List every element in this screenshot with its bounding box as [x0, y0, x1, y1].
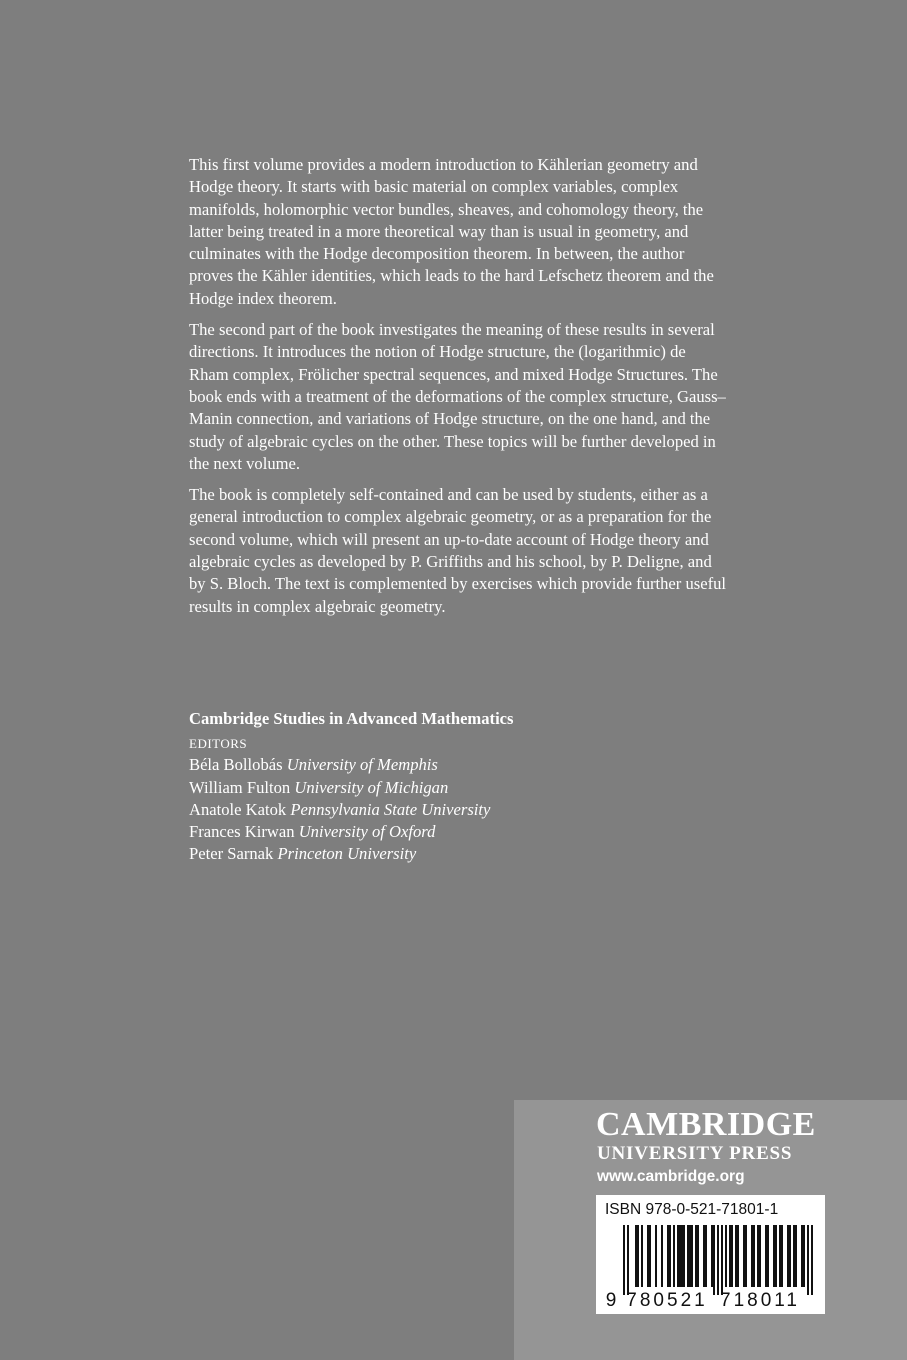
editor-affiliation: University of Memphis [286, 755, 438, 775]
barcode-bar [795, 1225, 797, 1287]
editors-label: EDITORS [189, 736, 248, 752]
series-title: Cambridge Studies in Advanced Mathematics [189, 709, 514, 728]
blurb-paragraph-2: The second part of the book investigates the meaning of these results in several directions. It introduces the notion of Hodge structure, the (logarithmic) de Rham complex, Frölicher spectral sequences, and mixed Hodge Structures. The book ends with a treatment of the deformations of the complex structure, Gauss–Manin connection, and variations of Hodge structure, on the one hand, and the study of algebraic cycles on the other. These topics will be further developed in the next volume. [189, 320, 726, 473]
blurb-paragraph-1: This first volume provides a modern introduction to Kählerian geometry and Hodge theory. It starts with basic material on complex variables, complex manifolds, holomorphic vector bundles, sheaves, and cohomology theory, the latter being treated in a more theoretical way than is usual in geometry, and culminates with the Hodge decomposition theorem. In between, the author proves the Kähler identities, which leads to the hard Lefschetz theorem and the Hodge index theorem. [189, 155, 714, 308]
editor-name: William Fulton [189, 777, 291, 797]
editor-name: Anatole Katok [189, 799, 287, 819]
barcode-bar [711, 1225, 713, 1287]
barcode-bar [787, 1225, 789, 1287]
barcode-bar [811, 1225, 813, 1295]
publisher-url: www.cambridge.org [597, 1168, 745, 1185]
barcode-bar [681, 1225, 683, 1287]
barcode-bar [661, 1225, 663, 1287]
barcode-bar [689, 1225, 691, 1287]
barcode-bar [691, 1225, 693, 1287]
barcode-bar [731, 1225, 733, 1287]
barcode-bar [687, 1225, 689, 1287]
barcode-bar [635, 1225, 637, 1287]
barcode-left-digits: 780521 [626, 1290, 708, 1311]
barcode-bar [725, 1225, 727, 1287]
blurb-paragraph-3: The book is completely self-contained and can be used by students, either as a general introduction to complex algebraic geometry, or as a preparation for the second volume, which will present an up-to-date account of Hodge theory and algebraic cycles as developed by P. Griffiths and his school, by P. Deligne, and by S. Bloch. The text is complemented by exercises which provide further useful results in complex algebraic geometry. [189, 485, 727, 616]
barcode-bar [779, 1225, 781, 1287]
barcode-bar [753, 1225, 755, 1287]
barcode-bar [767, 1225, 769, 1287]
barcode-bar [775, 1225, 777, 1287]
barcode-bar [765, 1225, 767, 1287]
barcode-bar [751, 1225, 753, 1287]
barcode-bar [801, 1225, 803, 1287]
barcode-bar [735, 1225, 737, 1287]
barcode-bar [683, 1225, 685, 1287]
barcode-right-digits: 718011 [720, 1290, 800, 1311]
editor-name: Frances Kirwan [189, 822, 295, 842]
barcode-bar [743, 1225, 745, 1287]
barcode-bar [679, 1225, 681, 1287]
series-info [189, 708, 729, 866]
barcode-bar [803, 1225, 805, 1287]
editor-name: Peter Sarnak [189, 844, 274, 864]
editor-affiliation: University of Michigan [294, 777, 449, 797]
barcode-bar [773, 1225, 775, 1287]
barcode-bar [759, 1225, 761, 1287]
barcode-graphic [596, 1195, 825, 1314]
barcode-bar [713, 1225, 715, 1295]
barcode-bar [737, 1225, 739, 1287]
editor-affiliation: Pennsylvania State University [290, 799, 491, 819]
barcode-bar [655, 1225, 657, 1287]
barcode-bar [793, 1225, 795, 1287]
barcode-bar [729, 1225, 731, 1287]
editor-affiliation: University of Oxford [298, 822, 436, 842]
editor-name: Béla Bollobás [189, 755, 283, 775]
barcode-bar [703, 1225, 705, 1287]
barcode-bar [673, 1225, 675, 1287]
publisher-subtitle: UNIVERSITY PRESS [597, 1143, 793, 1164]
barcode-bar [807, 1225, 809, 1295]
barcode-bar [695, 1225, 697, 1287]
editor-entry [189, 843, 729, 865]
barcode-bar [757, 1225, 759, 1287]
barcode-bar [669, 1225, 671, 1287]
barcode-bar [623, 1225, 625, 1295]
barcode-bar [745, 1225, 747, 1287]
editor-entry [189, 754, 729, 776]
barcode-bar [649, 1225, 651, 1287]
editor-affiliation: Princeton University [277, 844, 417, 864]
barcode-bar [697, 1225, 699, 1287]
barcode-bar [637, 1225, 639, 1287]
barcode-bar [647, 1225, 649, 1287]
publisher-name: CAMBRIDGE [596, 1106, 816, 1143]
back-cover-blurb [189, 154, 729, 627]
barcode-bar [705, 1225, 707, 1287]
barcode-bar [781, 1225, 783, 1287]
barcode-bar [717, 1225, 719, 1295]
barcode-bar [627, 1225, 629, 1295]
barcode-bar [677, 1225, 679, 1287]
barcode-bar [667, 1225, 669, 1287]
barcode-bar [721, 1225, 723, 1295]
editor-entry [189, 821, 729, 843]
publisher-panel [514, 1100, 907, 1360]
barcode-bar [641, 1225, 643, 1287]
barcode-first-digit: 9 [605, 1290, 617, 1311]
isbn-barcode [596, 1195, 825, 1314]
barcode-bar [789, 1225, 791, 1287]
editor-entry [189, 799, 729, 821]
isbn-label: ISBN 978-0-521-71801-1 [605, 1201, 779, 1218]
editor-entry [189, 777, 729, 799]
